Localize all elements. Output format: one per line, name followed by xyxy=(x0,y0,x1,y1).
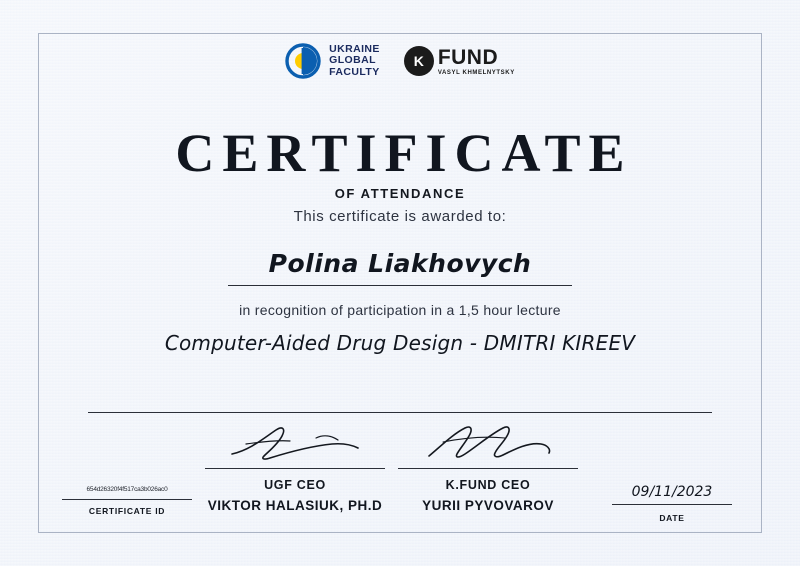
kfund-word: FUND xyxy=(437,45,499,69)
signature-mark-icon xyxy=(220,420,370,466)
recognition-text: in recognition of participation in a 1,5 hour lecture xyxy=(239,302,561,318)
certificate-id-label: CERTIFICATE ID xyxy=(88,506,166,516)
logo-row xyxy=(0,43,800,79)
date-value: 09/11/2023 xyxy=(631,484,713,500)
course-title: Computer-Aided Drug Design - DMITRI KIREEV xyxy=(164,331,636,355)
certificate-title: CERTIFICATE xyxy=(175,123,633,183)
recipient-underline xyxy=(228,285,572,286)
certificate-subtitle: OF ATTENDANCE xyxy=(334,186,466,201)
certificate-id-value: 654d26320f4f517ca3b026ac0 xyxy=(86,486,168,493)
signature-role: UGF CEO xyxy=(264,478,326,492)
ugf-line-1: UKRAINE xyxy=(329,42,380,55)
certificate-id-underline xyxy=(62,499,192,500)
signature-block-kfund xyxy=(398,420,578,513)
signature-role: K.FUND CEO xyxy=(445,478,531,492)
awarded-to-label: This certificate is awarded to: xyxy=(293,208,507,225)
certificate-id-block xyxy=(62,486,192,516)
ugf-wordmark xyxy=(329,44,380,79)
signature-mark-icon xyxy=(413,420,563,466)
signature-block-ugf xyxy=(205,420,385,513)
ugf-line-2: GLOBAL xyxy=(329,54,376,67)
ugf-line-3: FACULTY xyxy=(329,65,380,78)
k-fund-logo xyxy=(404,46,515,76)
signature-underline xyxy=(398,468,578,469)
date-block xyxy=(612,484,732,523)
kfund-wordmark xyxy=(438,47,515,76)
ugf-globe-icon xyxy=(285,43,321,79)
signature-name: VIKTOR HALASIUK, PH.D xyxy=(207,498,383,513)
date-underline xyxy=(612,504,732,505)
kfund-subtitle: VASYL KHMELNYTSKY xyxy=(437,69,515,76)
divider-rule xyxy=(88,412,712,413)
date-label: DATE xyxy=(659,513,685,523)
kfund-badge-icon: K xyxy=(404,46,434,76)
ukraine-global-faculty-logo xyxy=(285,43,380,79)
recipient-name: Polina Liakhovych xyxy=(268,249,532,278)
signature-name: YURII PYVOVAROV xyxy=(422,498,554,513)
signature-underline xyxy=(205,468,385,469)
